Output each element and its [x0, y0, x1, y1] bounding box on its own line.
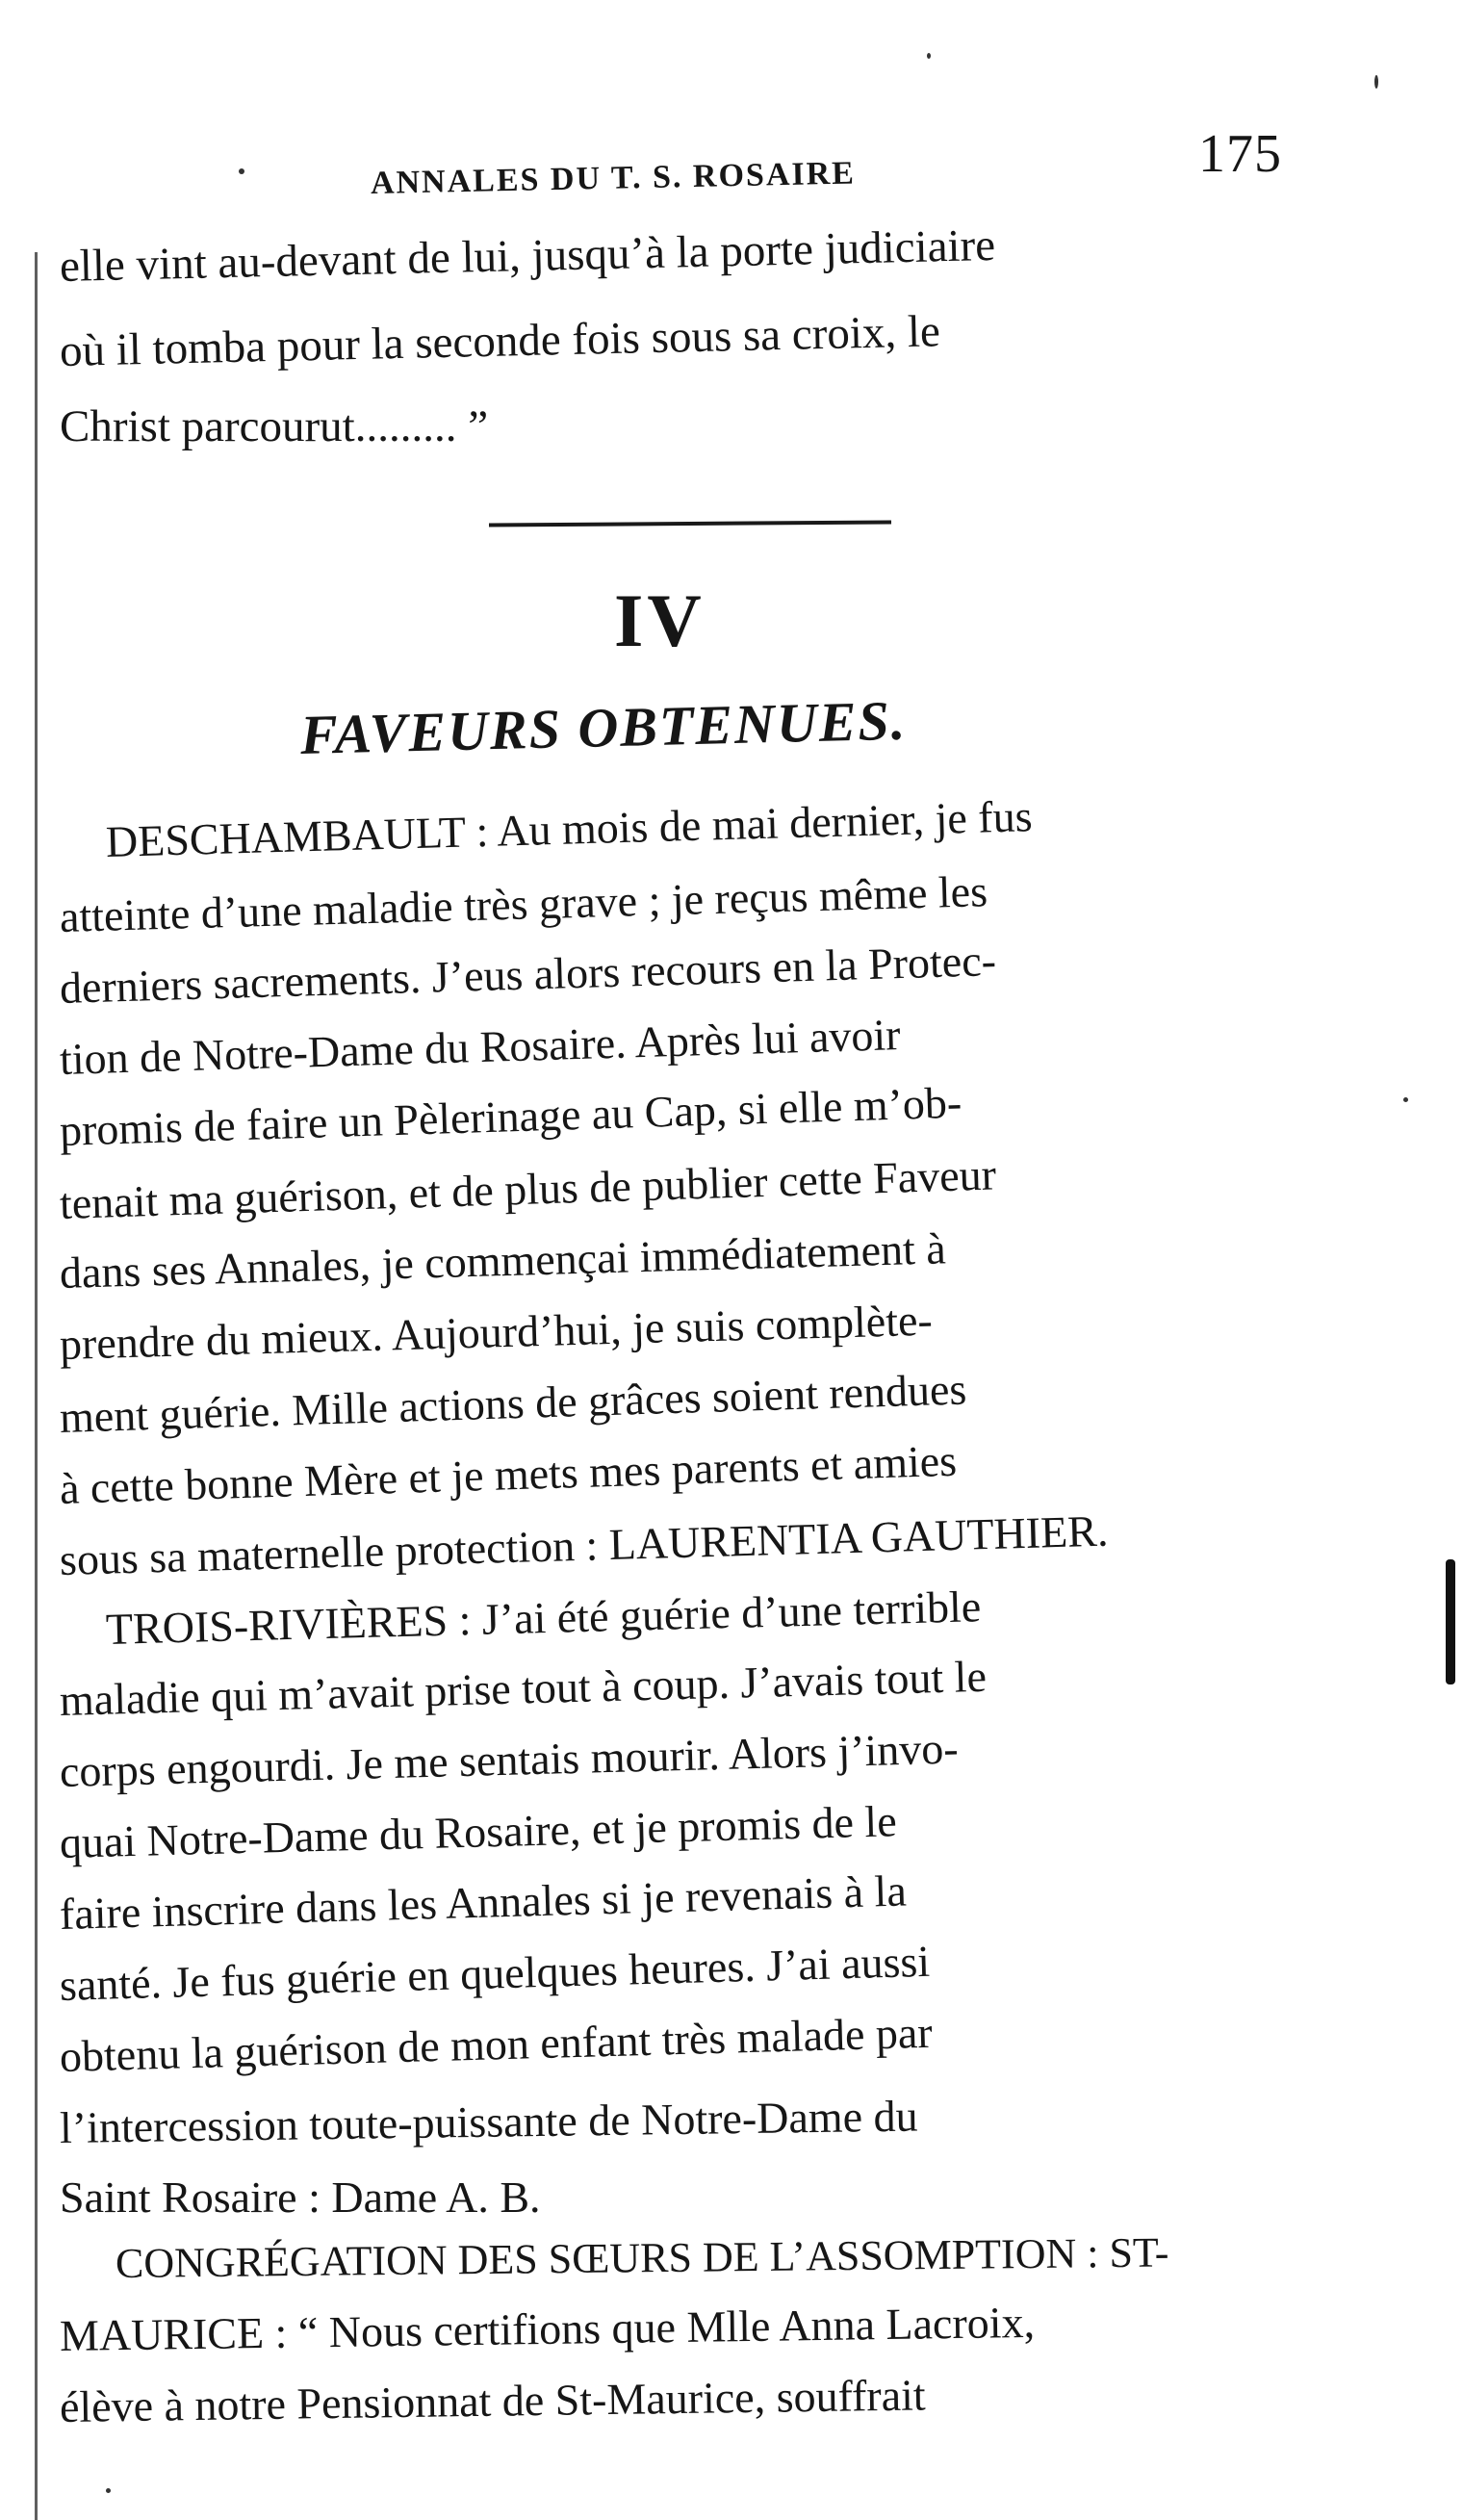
text-line: à cette bonne Mère et je mets mes parents et amies [59, 1435, 958, 1513]
text-line: ment guérie. Mille actions de grâces soient rendues [59, 1364, 968, 1442]
text-line: MAURICE : “ Nous certifions que Mlle Anna Lacroix, [59, 2297, 1036, 2360]
section-number: IV [614, 579, 706, 662]
text-line: quai Notre-Dame du Rosaire, et je promis de le [59, 1796, 898, 1867]
ink-speck [1403, 1097, 1408, 1102]
left-margin-rule [35, 252, 38, 2520]
text-line: Christ parcourut......... ” [60, 401, 489, 451]
text-line: dans ses Annales, je commençai immédiatement à [59, 1223, 947, 1298]
text-line: tenait ma guérison, et de plus de publier cette Faveur [59, 1149, 997, 1228]
ink-speck [239, 168, 244, 174]
text-line: où il tomba pour la seconde fois sous sa croix, le [59, 306, 941, 376]
ink-speck [1374, 75, 1378, 89]
text-line: promis de faire un Pèlerinage au Cap, si elle m’ob- [59, 1077, 962, 1155]
text-line: CONGRÉGATION DES SŒURS DE L’ASSOMPTION : ST- [115, 2228, 1169, 2287]
text-line: élève à notre Pensionnat de St-Maurice, souffrait [59, 2370, 926, 2431]
page-number: 175 [1198, 124, 1282, 184]
text-line: atteinte d’une maladie très grave ; je reçus même les [59, 866, 988, 941]
text-line: prendre du mieux. Aujourd’hui, je suis complète- [59, 1295, 934, 1369]
text-line: elle vint au-devant de lui, jusqu’à la porte judiciaire [59, 219, 996, 292]
section-title: FAVEURS OBTENUES. [299, 688, 908, 766]
ink-speck [927, 53, 931, 59]
text-line: TROIS-RIVIÈRES : J’ai été guérie d’une terrible [105, 1581, 982, 1654]
text-line: corps engourdi. Je me sentais mourir. Alors j’invo- [59, 1723, 960, 1796]
text-line: santé. Je fus guérie en quelques heures. J’ai aussi [59, 1936, 931, 2010]
right-edge-ink-mark [1446, 1559, 1455, 1684]
section-divider-rule [489, 521, 891, 527]
text-line: DESCHAMBAULT : Au mois de mai dernier, je fus [105, 791, 1034, 866]
text-line: sous sa maternelle protection : LAURENTIA GAUTHIER. [59, 1505, 1109, 1584]
running-title: ANNALES DU T. S. ROSAIRE [370, 155, 857, 201]
ink-speck [106, 2488, 111, 2493]
text-line: faire inscrire dans les Annales si je revenais à la [59, 1865, 908, 1939]
text-line: obtenu la guérison de mon enfant très malade par [59, 2007, 934, 2081]
text-line: tion de Notre-Dame du Rosaire. Après lui avoir [59, 1010, 902, 1084]
text-line: Saint Rosaire : Dame A. B. [60, 2173, 541, 2222]
text-line: maladie qui m’avait prise tout à coup. J’avais tout le [59, 1651, 988, 1725]
text-line: l’intercession toute-puissante de Notre-Dame du [59, 2091, 918, 2152]
text-line: derniers sacrements. J’eus alors recours en la Protec- [59, 936, 997, 1013]
